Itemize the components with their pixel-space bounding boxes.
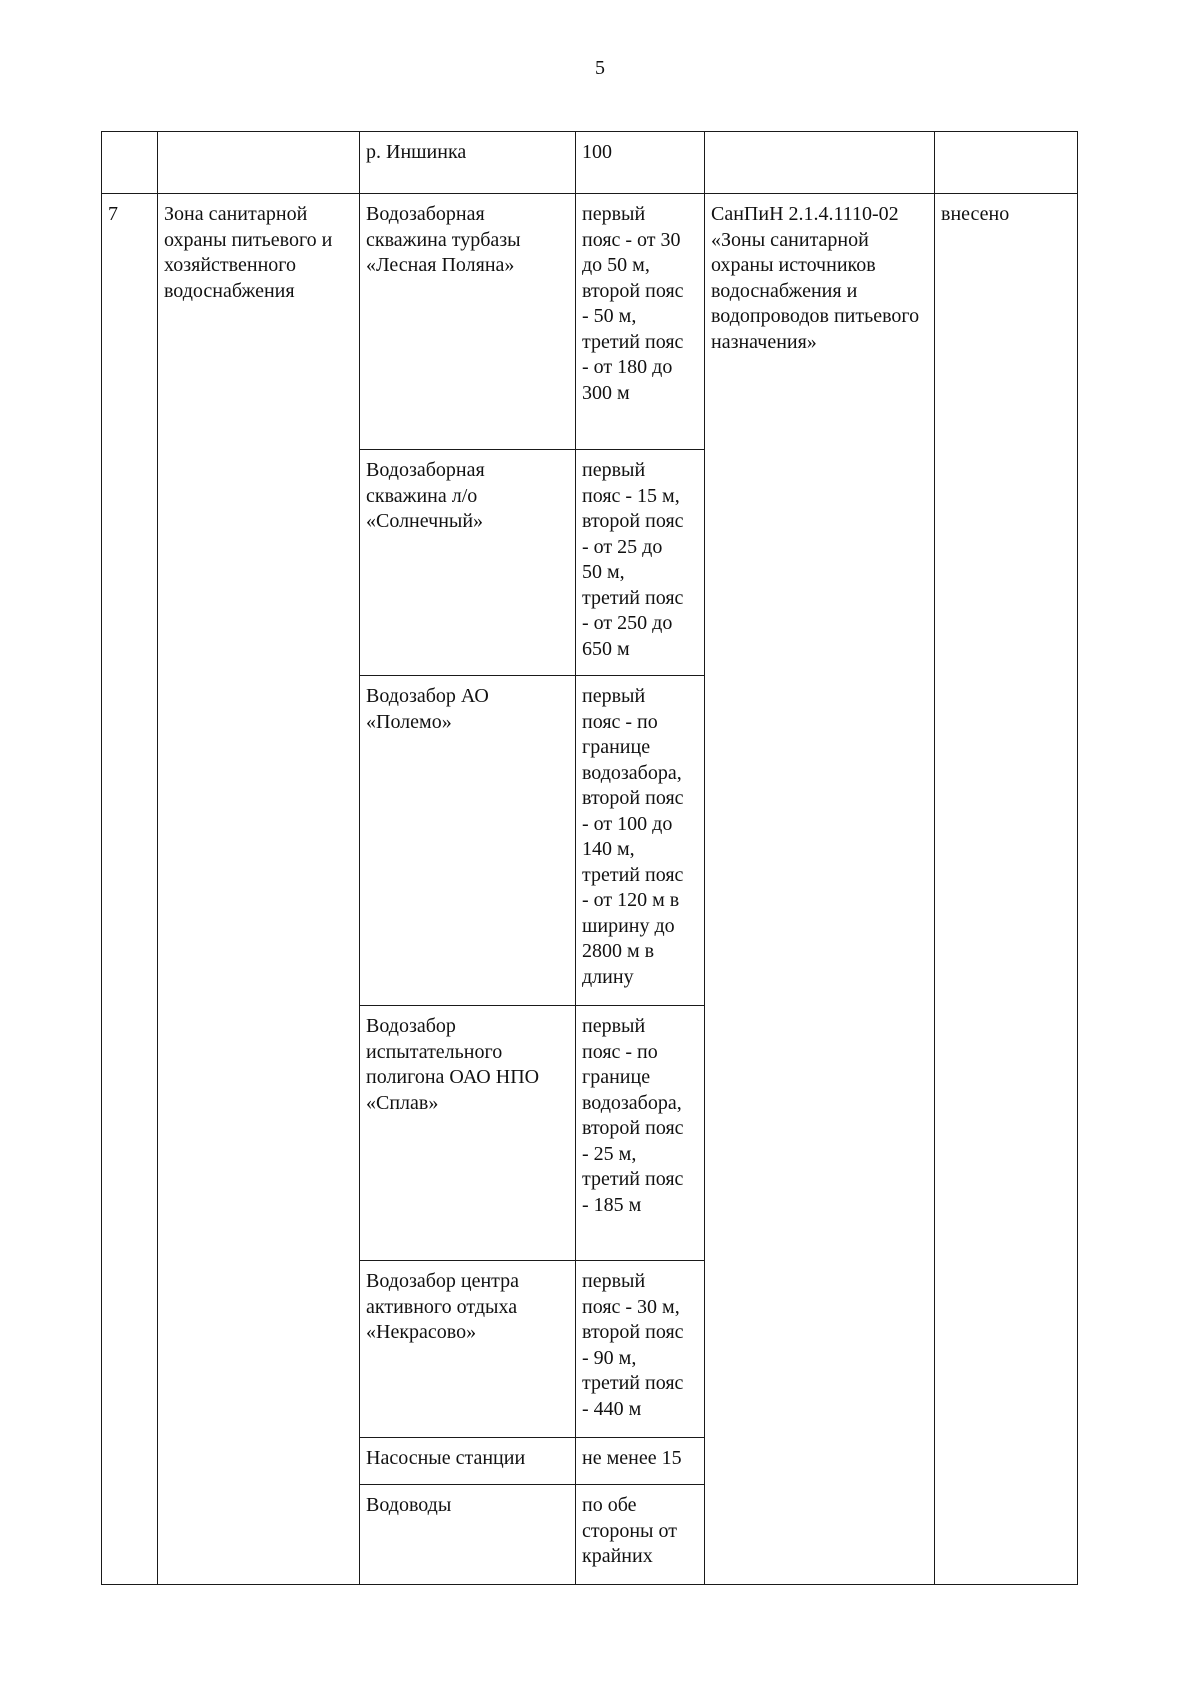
cell-zone: Зона санитарной охраны питьевого и хозяйственного водоснабжения	[158, 194, 360, 1585]
page-number: 5	[595, 57, 605, 79]
table-row-continuation	[102, 132, 1078, 194]
cell-size: первый пояс - 30 м, второй пояс - 90 м, третий пояс - 440 м	[576, 1261, 705, 1438]
cell-object: Водозаборная скважина л/о «Солнечный»	[360, 450, 576, 676]
cell-status-empty	[935, 132, 1078, 194]
cell-zone-empty	[158, 132, 360, 194]
cell-object: Водоводы	[360, 1485, 576, 1585]
cell-index-empty	[102, 132, 158, 194]
cell-size: первый пояс - от 30 до 50 м, второй пояс - 50 м, третий пояс - от 180 до 300 м	[576, 194, 705, 450]
cell-size: 100	[576, 132, 705, 194]
table-row	[102, 194, 1078, 450]
cell-row-number: 7	[102, 194, 158, 1585]
cell-object: Водозабор АО «Полемо»	[360, 676, 576, 1006]
cell-object: Водозаборная скважина турбазы «Лесная Поляна»	[360, 194, 576, 450]
cell-size: первый пояс - 15 м, второй пояс - от 25 до 50 м, третий пояс - от 250 до 650 м	[576, 450, 705, 676]
cell-object: р. Иншинка	[360, 132, 576, 194]
cell-size: первый пояс - по границе водозабора, второй пояс - 25 м, третий пояс - 185 м	[576, 1006, 705, 1261]
cell-document-empty	[705, 132, 935, 194]
cell-status: внесено	[935, 194, 1078, 1585]
cell-object: Водозабор центра активного отдыха «Некрасово»	[360, 1261, 576, 1438]
cell-document: СанПиН 2.1.4.1110-02 «Зоны санитарной охраны источников водоснабжения и водопроводов питьевого назначения»	[705, 194, 935, 1585]
cell-size: не менее 15	[576, 1438, 705, 1485]
restrictions-table	[101, 131, 1078, 1585]
cell-object: Насосные станции	[360, 1438, 576, 1485]
cell-object: Водозабор испытательного полигона ОАО НПО «Сплав»	[360, 1006, 576, 1261]
cell-size: первый пояс - по границе водозабора, второй пояс - от 100 до 140 м, третий пояс - от 120 м в ширину до 2800 м в длину	[576, 676, 705, 1006]
cell-size: по обе стороны от крайних	[576, 1485, 705, 1585]
